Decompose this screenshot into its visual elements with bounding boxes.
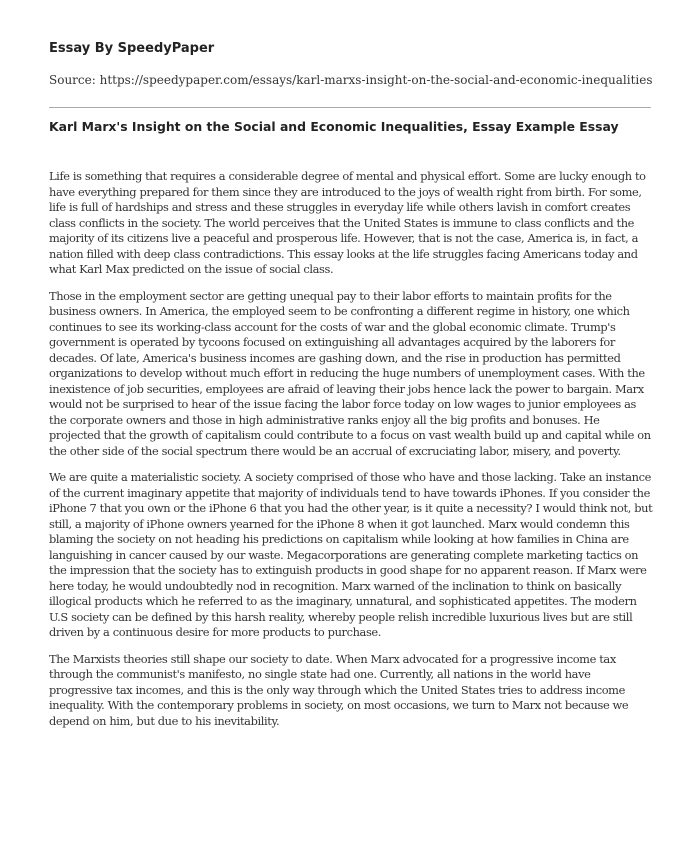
site-header-title: Essay By SpeedyPaper xyxy=(49,41,215,56)
header-divider xyxy=(49,107,651,108)
essay-body xyxy=(49,169,653,740)
essay-paragraph: Those in the employment sector are getting unequal pay to their labor efforts to maintain profits for the business owners. In America, the employed seem to be confronting a different regime in history, one which continues to see its working-class account for the costs of war and the global economic climate. Trump's government is operated by tycoons focused on extinguishing all advantages acquired by the laborers for decades. Of late, America's business incomes are gashing down, and the rise in production has permitted organizations to develop without much effort in reducing the huge numbers of unemployment cases. With the inexistence of job securities, employees are afraid of leaving their jobs hence lack the power to bargain. Marx would not be surprised to hear of the issue facing the labor force today on low wages to junior employees as the corporate owners and those in high administrative ranks enjoy all the big profits and bonuses. He projected that the growth of capitalism could contribute to a focus on vast wealth build up and capital while on the other side of the social spectrum there would be an accrual of excruciating labor, misery, and poverty. xyxy=(49,288,651,458)
essay-paragraph: We are quite a materialistic society. A society comprised of those who have and those lacking. Take an instance of the current imaginary appetite that majority of individuals tend to have towards iPhones. If you consider the iPhone 7 that you own or the iPhone 6 that you had the other year, is it quite a necessity? I would think not, but still, a majority of iPhone owners yearned for the iPhone 8 when it got launched. Marx would condemn this blaming the society on not heading his predictions on capitalism while looking at how families in China are languishing in cancer caused by our waste. Megacorporations are generating complete marketing tactics on the impression that the society has to extinguish products in good shape for no apparent reason. If Marx were here today, he would undoubtedly nod in recognition. Marx warned of the inclination to think on basically illogical products which he referred to as the imaginary, unnatural, and sophisticated appetites. The modern U.S society can be defined by this harsh reality, whereby people relish incredible luxurious lives but are still driven by a continuous desire for more products to purchase. xyxy=(49,470,653,639)
essay-paragraph: The Marxists theories still shape our society to date. When Marx advocated for a progressive income tax through the communist's manifesto, no single state had one. Currently, all nations in the world have progressive tax incomes, and this is the only way through which the United States tries to address income inequality. With the contemporary problems in society, on most occasions, we turn to Marx not because we depend on him, but due to his inevitability. xyxy=(49,651,629,728)
essay-paragraph: Life is something that requires a considerable degree of mental and physical effort. Some are lucky enough to have everything prepared for them since they are introduced to the joys of wealth right from birth. For some, life is full of hardships and stress and these struggles in everyday life while others lavish in comfort creates class conflicts in the society. The world perceives that the United States is immune to class conflicts and the majority of its citizens live a peaceful and prosperous life. However, that is not the case, America is, in fact, a nation filled with deep class contradictions. This essay looks at the life struggles facing Americans today and what Karl Max predicted on the issue of social class. xyxy=(49,169,646,276)
source-url: Source: https://speedypaper.com/essays/karl-marxs-insight-on-the-social-and-economic-inequalities xyxy=(49,73,653,87)
essay-title: Karl Marx's Insight on the Social and Economic Inequalities, Essay Example Essay xyxy=(49,119,619,134)
